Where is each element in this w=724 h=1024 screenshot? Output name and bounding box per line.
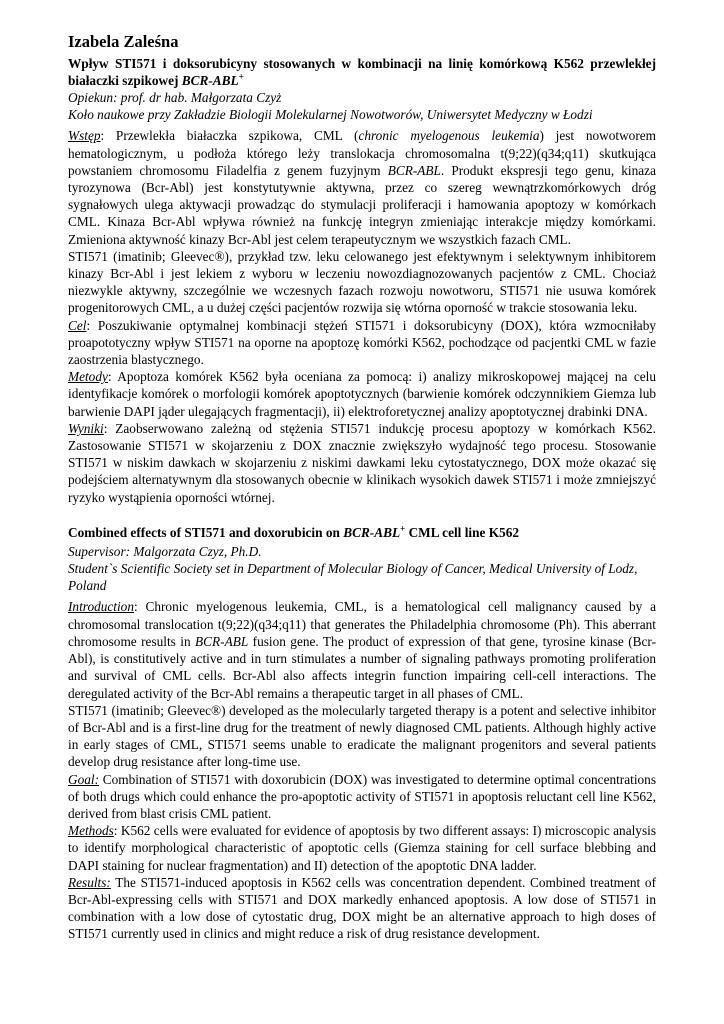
polish-affiliation: Koło naukowe przy Zakładzie Biologii Molekularnej Nowotworów, Uniwersytet Medyczny w Łodzi: [68, 107, 593, 123]
polish-intro-text-italic: chronic myelogenous leukemia: [358, 128, 540, 144]
polish-goal-label: Cel: [68, 317, 87, 333]
english-affiliation: Student`s Scientific Society set in Department of Molecular Biology of Cancer, Medical University of Lodz, Poland: [68, 561, 638, 594]
english-methods-paragraph: [68, 822, 656, 874]
polish-methods-paragraph: [68, 368, 656, 420]
polish-intro-text-a: : Przewlekła białaczka szpikowa, CML (: [100, 128, 359, 144]
english-title-gene: BCR-ABL: [343, 524, 401, 540]
english-results-paragraph: [68, 874, 656, 943]
english-results-label: Results:: [68, 874, 111, 890]
english-abstract: [68, 598, 656, 942]
english-methods-label: Methods: [68, 823, 114, 839]
polish-results-text: : Zaobserwowano zależną od stężenia STI571 indukcję procesu apoptozy w komórkach K562. Zastosowanie STI571 w skojarzeniu z DOX znacznie zwiększyło wydajność tego procesu. Stosowanie STI571 w niskim dawkach w skojarzeniu z niskimi dawkami leku cytostatycznego, DOX może okazać się podejściem alternatywnym dla stosowanych obecnie w klinikach wysokich dawek STI571 i może zmniejszyć ryzyko wystąpienia oporności wtórnej.: [68, 420, 656, 505]
english-intro-text-b: fusion gene. The product of expression of that gene, tyrosine kinase (Bcr-Abl), is constitutively active and in turn stimulates a number of signaling pathways promoting proliferation and survival of CML cells. Bcr-Abl also affects integrin function impairing cell-cell interactions. The deregulated activity of the Bcr-Abl remains a therapeutic target in all phases of CML.: [68, 633, 657, 701]
english-intro-paragraph: [68, 598, 656, 701]
polish-supervisor: Opiekun: prof. dr hab. Małgorzata Czyż: [68, 90, 282, 105]
english-title-text-a: Combined effects of STI571 and doxorubicin on: [68, 524, 344, 540]
polish-intro-label: Wstęp: [68, 128, 101, 144]
polish-intro-gene: BCR-ABL: [387, 162, 441, 178]
polish-goal-text: : Poszukiwanie optymalnej kombinacji stężeń STI571 i doksorubicyny (DOX), która wzmocniłaby proapototyczny wpływ STI571 na oporne na apoptozę komórki K562, pochodzące od pacjentki CML w fazie zaostrzenia blastycznego.: [68, 317, 656, 368]
author-name: Izabela Zaleśna: [68, 32, 179, 51]
polish-methods-label: Metody: [68, 369, 108, 385]
english-title-text-b: CML cell line K562: [405, 524, 520, 540]
polish-title-text: Wpływ STI571 i doksorubicyny stosowanych w kombinacji na linię komórkową K562 przewlekłej białaczki szpikowej: [68, 56, 656, 88]
polish-intro-text-c: . Produkt ekspresji tego genu, kinaza tyrozynowa (Bcr-Abl) jest konstytutywnie aktywna, przez co szereg wewnątrzkomórkowych dróg sygnałowych ulega aktywacji prowadząc do stymulacji proliferacji i hamowania apoptozy w komórkach CML. Kinaza Bcr-Abl wpływa również na funkcję integryn zmieniając interakcje między komórkami. Zmieniona aktywność kinazy Bcr-Abl jest celem terapeutycznym we wszystkich fazach CML.: [68, 162, 656, 247]
polish-title-gene: BCR-ABL: [181, 73, 239, 88]
polish-results-paragraph: [68, 420, 656, 506]
english-methods-text: : K562 cells were evaluated for evidence of apoptosis by two different assays: I) microscopic analysis to identify morphological characteristic of apoptotic cells (Giemza staining for cell surface blebbing and DAPI staining for nuclear fragmentation) and II) detection of the apoptotic DNA ladder.: [68, 823, 656, 873]
english-intro-text-a: : Chronic myelogenous leukemia, CML, is a hematological cell malignancy caused by a chromosomal translocation t(9;22)(q34;q11) that generates the Philadelphia chromosome (Ph). This aberrant chromosome results in: [68, 599, 656, 649]
polish-abstract: [68, 127, 656, 505]
polish-methods-text: : Apoptoza komórek K562 była oceniana za pomocą: i) analizy mikroskopowej mającej na celu identyfikacje komórek o morfologii komórek apoptotycznych (barwienie komórek odczynnikiem Giemza lub barwienie DAPI jąder ulegających fragmentacji), ii) elektroforetycznej analizy apoptotycznej drabinki DNA.: [68, 369, 656, 419]
polish-intro-text-b: ) jest nowotworem hematologicznym, u podłoża którego leży translokacja chromosomalna t(9;22)(q34;q11) skutkująca powstaniem chromosomu Filadelfia z genem fuzyjnym: [68, 128, 657, 178]
english-results-text: The STI571-induced apoptosis in K562 cells was concentration dependent. Combined treatment of Bcr-Abl-expressing cells with STI571 and DOX markedly enhanced apoptosis. A low dose of STI571 in combination with a low dose of cytostatic drug, DOX might be an alternative approach to high doses of STI571 currently used in clinics and might reduce a risk of drug resistance development.: [68, 874, 656, 942]
polish-title-sup: +: [238, 71, 244, 82]
polish-title: [68, 55, 656, 89]
english-intro-gene: BCR-ABL: [195, 633, 249, 649]
english-intro-label: Introduction: [68, 599, 134, 615]
english-intro-paragraph-2: STI571 (imatinib; Gleevec®) developed as the molecularly targeted therapy is a potent and selective inhibitor of Bcr-Abl and is a first-line drug for the treatment of newly diagnosed CML patients. Although highly active in early stages of CML, STI571 seems unable to eradicate the malignant progenitors and several patients develop drug resistance after long-time use.: [68, 702, 656, 770]
english-title: [68, 524, 656, 541]
polish-intro-paragraph-2: STI571 (imatinib; Gleevec®), przykład tzw. leku celowanego jest efektywnym i selektywnym inhibitorem kinazy Bcr-Abl i jest lekiem z wyboru w leczeniu nowozdiagnozowanych pacjentów z CML. Chociaż niezwykle aktywny, szczególnie we wczesnych fazach rozwoju nowotworu, STI571 nie usuwa komórek progenitorowych CML, a u dużej części pacjentów rozwija się wtórna oporność w trakcie stosowania leku.: [68, 248, 656, 316]
english-goal-text: Combination of STI571 with doxorubicin (DOX) was investigated to determine optimal concentrations of both drugs which could enhance the pro-apoptotic activity of STI571 in apoptosis reluctant cell line K562, derived from blast crisis CML patient.: [68, 771, 656, 821]
polish-results-label: Wyniki: [68, 420, 104, 436]
english-title-sup: +: [400, 523, 406, 534]
polish-goal-paragraph: [68, 317, 656, 369]
english-goal-paragraph: [68, 771, 656, 823]
polish-intro-paragraph: [68, 127, 656, 247]
english-goal-label: Goal:: [68, 771, 100, 787]
english-supervisor: Supervisor: Malgorzata Czyz, Ph.D.: [68, 543, 262, 559]
